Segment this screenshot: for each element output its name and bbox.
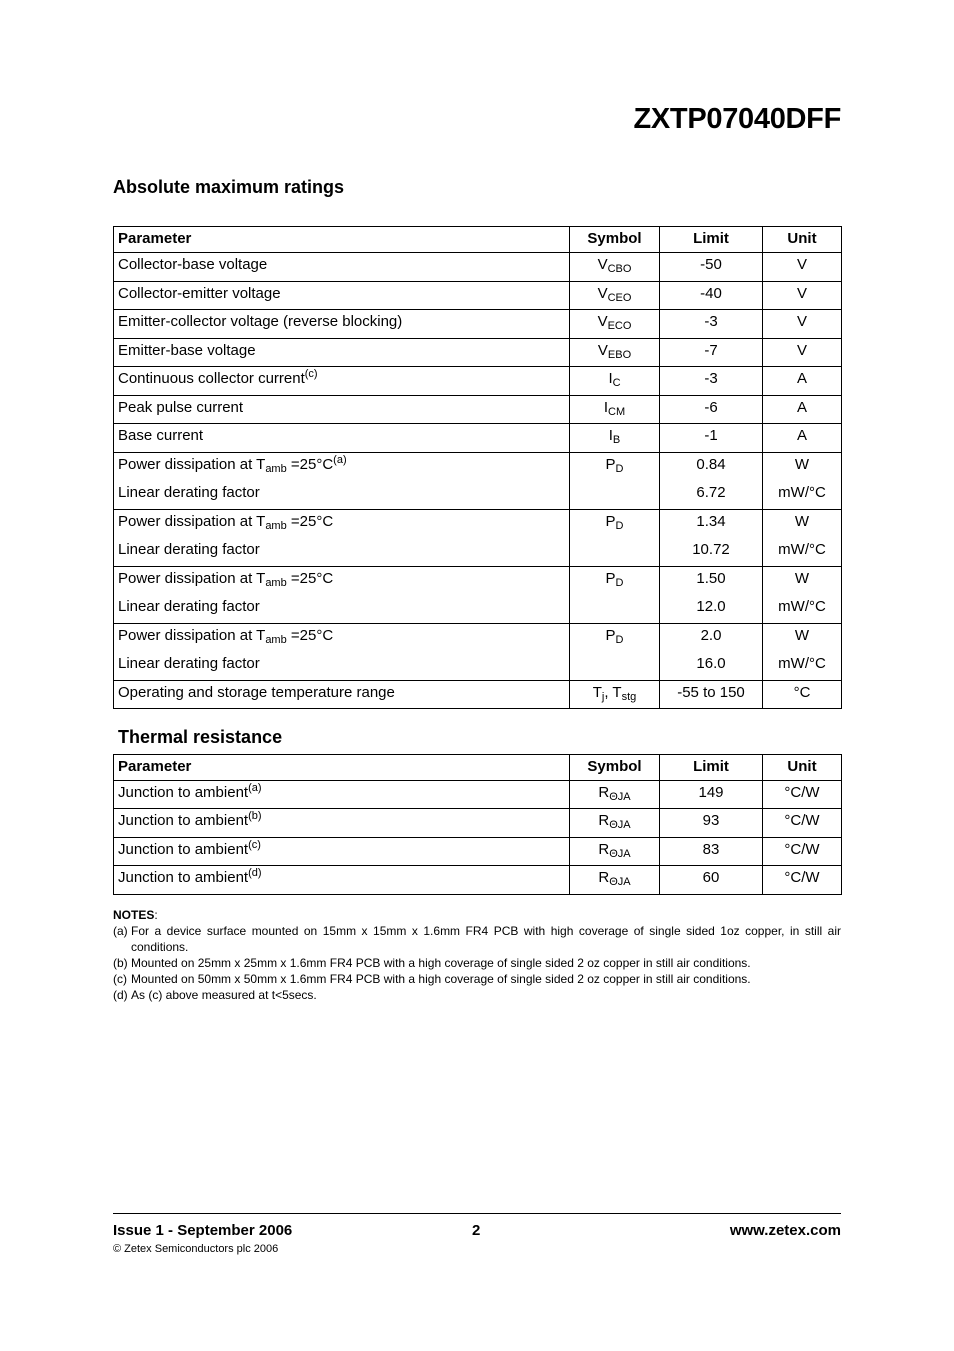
note-text: For a device surface mounted on 15mm x 15mm x 1.6mm FR4 PCB with high coverage of single sided 1oz copper, in still air conditions. bbox=[131, 924, 841, 954]
header-unit: Unit bbox=[763, 755, 842, 781]
symbol-subscript: ΘJA bbox=[609, 848, 631, 860]
unit-cell: V bbox=[763, 282, 842, 310]
parameter-cell: Power dissipation at T bbox=[118, 570, 266, 587]
footnote-ref: (b) bbox=[248, 810, 262, 822]
header-limit: Limit bbox=[660, 755, 763, 781]
table-row-power bbox=[114, 567, 842, 624]
table-row bbox=[114, 253, 842, 282]
unit-cell: °C/W bbox=[763, 809, 842, 838]
param-tail: =25°C bbox=[286, 627, 334, 644]
limit-line2: 6.72 bbox=[696, 484, 726, 501]
param-tail: =25°C bbox=[286, 513, 334, 530]
unit-cell: °C/W bbox=[763, 838, 842, 866]
absolute-max-ratings-heading: Absolute maximum ratings bbox=[113, 177, 345, 197]
parameter-line2: Linear derating factor bbox=[118, 541, 260, 558]
symbol-subscript: C bbox=[612, 377, 621, 389]
limit-cell: -50 bbox=[660, 253, 763, 282]
footer-copyright: © Zetex Semiconductors plc 2006 bbox=[113, 1243, 279, 1255]
table-row bbox=[114, 838, 842, 866]
symbol-cell: T bbox=[592, 684, 602, 701]
part-number-title: ZXTP07040DFF bbox=[633, 103, 841, 135]
unit-cell: V bbox=[763, 253, 842, 282]
symbol-subscript: D bbox=[615, 520, 624, 532]
parameter-cell: Junction to ambient bbox=[118, 812, 249, 829]
symbol-cell: I bbox=[608, 370, 613, 387]
parameter-cell: Power dissipation at T bbox=[118, 513, 266, 530]
limit-cell: 60 bbox=[660, 866, 763, 895]
symbol-subscript: j bbox=[601, 691, 605, 703]
table-row bbox=[114, 681, 842, 709]
footnote-ref: (d) bbox=[248, 867, 262, 879]
table-row bbox=[114, 781, 842, 809]
symbol-cell: R bbox=[598, 812, 610, 829]
unit-cell: W bbox=[794, 627, 810, 644]
header-limit: Limit bbox=[660, 227, 763, 253]
unit-cell: °C/W bbox=[763, 866, 842, 895]
unit-line2: mW/°C bbox=[778, 598, 826, 615]
symbol-cell: V bbox=[597, 342, 608, 359]
footnote-ref: (a) bbox=[248, 782, 262, 794]
limit-cell: 0.84 bbox=[696, 456, 726, 473]
parameter-line2: Linear derating factor bbox=[118, 598, 260, 615]
symbol-subscript: CBO bbox=[607, 263, 632, 275]
limit-cell: 2.0 bbox=[700, 627, 722, 644]
symbol-subscript: ECO bbox=[607, 320, 632, 332]
header-parameter: Parameter bbox=[114, 755, 570, 781]
unit-cell: °C bbox=[763, 681, 842, 709]
symbol-cell: V bbox=[597, 285, 608, 302]
table-header-row bbox=[114, 227, 842, 253]
footnote-ref: (c) bbox=[304, 368, 318, 380]
unit-cell: A bbox=[763, 396, 842, 424]
symbol-subscript: stg bbox=[621, 691, 637, 703]
thermal-resistance-table bbox=[113, 754, 842, 895]
limit-cell: -7 bbox=[660, 339, 763, 367]
note-item bbox=[113, 923, 841, 955]
symbol-cell: P bbox=[605, 513, 616, 530]
footer-issue: Issue 1 - September 2006 bbox=[113, 1222, 293, 1239]
note-text: Mounted on 50mm x 50mm x 1.6mm FR4 PCB with a high coverage of single sided 2 oz copper in still air conditions. bbox=[131, 972, 751, 986]
limit-cell: -3 bbox=[660, 310, 763, 339]
limit-cell: -55 to 150 bbox=[660, 681, 763, 709]
table-row-power bbox=[114, 624, 842, 681]
table-row bbox=[114, 367, 842, 396]
note-label: (a) bbox=[113, 924, 128, 938]
limit-cell: -1 bbox=[660, 424, 763, 453]
symbol-cell: I bbox=[603, 399, 609, 416]
table-row bbox=[114, 339, 842, 367]
symbol-subscript: B bbox=[612, 434, 621, 446]
unit-cell: A bbox=[763, 424, 842, 453]
symbol-cell: I bbox=[608, 427, 613, 444]
parameter-cell: Collector-emitter voltage bbox=[118, 285, 281, 302]
footnote-ref: (a) bbox=[333, 454, 347, 466]
parameter-cell: Continuous collector current bbox=[118, 370, 305, 387]
note-label: (b) bbox=[113, 956, 128, 970]
unit-cell: A bbox=[763, 367, 842, 396]
unit-cell: V bbox=[763, 310, 842, 339]
symbol-cell: V bbox=[597, 313, 608, 330]
parameter-cell: Operating and storage temperature range bbox=[118, 684, 395, 701]
symbol-subscript: D bbox=[615, 463, 624, 475]
symbol-cell: P bbox=[605, 627, 616, 644]
absolute-max-ratings-table bbox=[113, 226, 842, 709]
param-subscript: amb bbox=[265, 463, 287, 475]
limit-cell: 1.34 bbox=[696, 513, 726, 530]
parameter-cell: Power dissipation at T bbox=[118, 627, 266, 644]
footnote-ref: (c) bbox=[248, 839, 261, 851]
note-text: As (c) above measured at t<5secs. bbox=[131, 988, 317, 1002]
table-row bbox=[114, 424, 842, 453]
table-row-power bbox=[114, 453, 842, 510]
unit-line2: mW/°C bbox=[778, 655, 826, 672]
footer-website-link[interactable]: www.zetex.com bbox=[729, 1222, 841, 1239]
parameter-cell: Base current bbox=[118, 427, 204, 444]
table-header-row bbox=[114, 755, 842, 781]
symbol-cell: V bbox=[597, 256, 608, 273]
unit-cell: W bbox=[794, 570, 810, 587]
symbol-separator: , T bbox=[604, 684, 622, 701]
notes-title: NOTES bbox=[113, 908, 155, 922]
unit-cell: °C/W bbox=[763, 781, 842, 809]
param-subscript: amb bbox=[265, 634, 287, 646]
table-row bbox=[114, 282, 842, 310]
limit-cell: 93 bbox=[660, 809, 763, 838]
symbol-cell: R bbox=[598, 841, 610, 858]
symbol-subscript: D bbox=[615, 577, 624, 589]
limit-cell: 1.50 bbox=[696, 570, 726, 587]
note-item bbox=[113, 987, 841, 1003]
unit-cell: W bbox=[794, 456, 810, 473]
symbol-subscript: ΘJA bbox=[609, 791, 631, 803]
limit-cell: -40 bbox=[660, 282, 763, 310]
note-label: (c) bbox=[113, 972, 127, 986]
note-item bbox=[113, 971, 841, 987]
footer-divider bbox=[113, 1213, 841, 1214]
parameter-cell: Junction to ambient bbox=[118, 841, 249, 858]
param-subscript: amb bbox=[265, 520, 287, 532]
symbol-cell: P bbox=[605, 456, 616, 473]
parameter-cell: Collector-base voltage bbox=[118, 256, 268, 273]
table-row bbox=[114, 866, 842, 895]
note-label: (d) bbox=[113, 988, 128, 1002]
symbol-cell: P bbox=[605, 570, 616, 587]
parameter-line2: Linear derating factor bbox=[118, 484, 260, 501]
symbol-subscript: EBO bbox=[607, 349, 632, 361]
header-symbol: Symbol bbox=[570, 755, 660, 781]
param-tail: =25°C bbox=[286, 456, 334, 473]
limit-line2: 12.0 bbox=[696, 598, 726, 615]
thermal-resistance-heading: Thermal resistance bbox=[118, 727, 283, 747]
table-row-power bbox=[114, 510, 842, 567]
parameter-cell: Emitter-base voltage bbox=[118, 342, 256, 359]
parameter-cell: Emitter-collector voltage (reverse blocking) bbox=[118, 313, 403, 330]
table-row bbox=[114, 310, 842, 339]
symbol-subscript: CM bbox=[608, 406, 626, 418]
limit-cell: -3 bbox=[660, 367, 763, 396]
limit-cell: 83 bbox=[660, 838, 763, 866]
parameter-cell: Junction to ambient bbox=[118, 784, 249, 801]
notes-section bbox=[113, 907, 841, 1003]
unit-cell: W bbox=[794, 513, 810, 530]
symbol-subscript: CEO bbox=[607, 292, 632, 304]
parameter-line2: Linear derating factor bbox=[118, 655, 260, 672]
param-tail: =25°C bbox=[286, 570, 334, 587]
header-unit: Unit bbox=[763, 227, 842, 253]
limit-line2: 16.0 bbox=[696, 655, 726, 672]
unit-cell: V bbox=[763, 339, 842, 367]
note-text: Mounted on 25mm x 25mm x 1.6mm FR4 PCB with a high coverage of single sided 2 oz copper in still air conditions. bbox=[131, 956, 751, 970]
parameter-cell: Power dissipation at T bbox=[118, 456, 266, 473]
symbol-cell: R bbox=[598, 869, 610, 886]
symbol-subscript: ΘJA bbox=[609, 819, 631, 831]
header-symbol: Symbol bbox=[570, 227, 660, 253]
unit-line2: mW/°C bbox=[778, 484, 826, 501]
parameter-cell: Junction to ambient bbox=[118, 869, 249, 886]
symbol-subscript: ΘJA bbox=[609, 876, 631, 888]
param-subscript: amb bbox=[265, 577, 287, 589]
symbol-subscript: D bbox=[615, 634, 624, 646]
limit-line2: 10.72 bbox=[692, 541, 730, 558]
table-row bbox=[114, 809, 842, 838]
limit-cell: 149 bbox=[660, 781, 763, 809]
notes-colon: : bbox=[154, 908, 158, 922]
symbol-cell: R bbox=[598, 784, 610, 801]
header-parameter: Parameter bbox=[114, 227, 570, 253]
note-item bbox=[113, 955, 841, 971]
unit-line2: mW/°C bbox=[778, 541, 826, 558]
parameter-cell: Peak pulse current bbox=[118, 399, 244, 416]
table-row bbox=[114, 396, 842, 424]
footer-page-number: 2 bbox=[472, 1222, 481, 1239]
limit-cell: -6 bbox=[660, 396, 763, 424]
